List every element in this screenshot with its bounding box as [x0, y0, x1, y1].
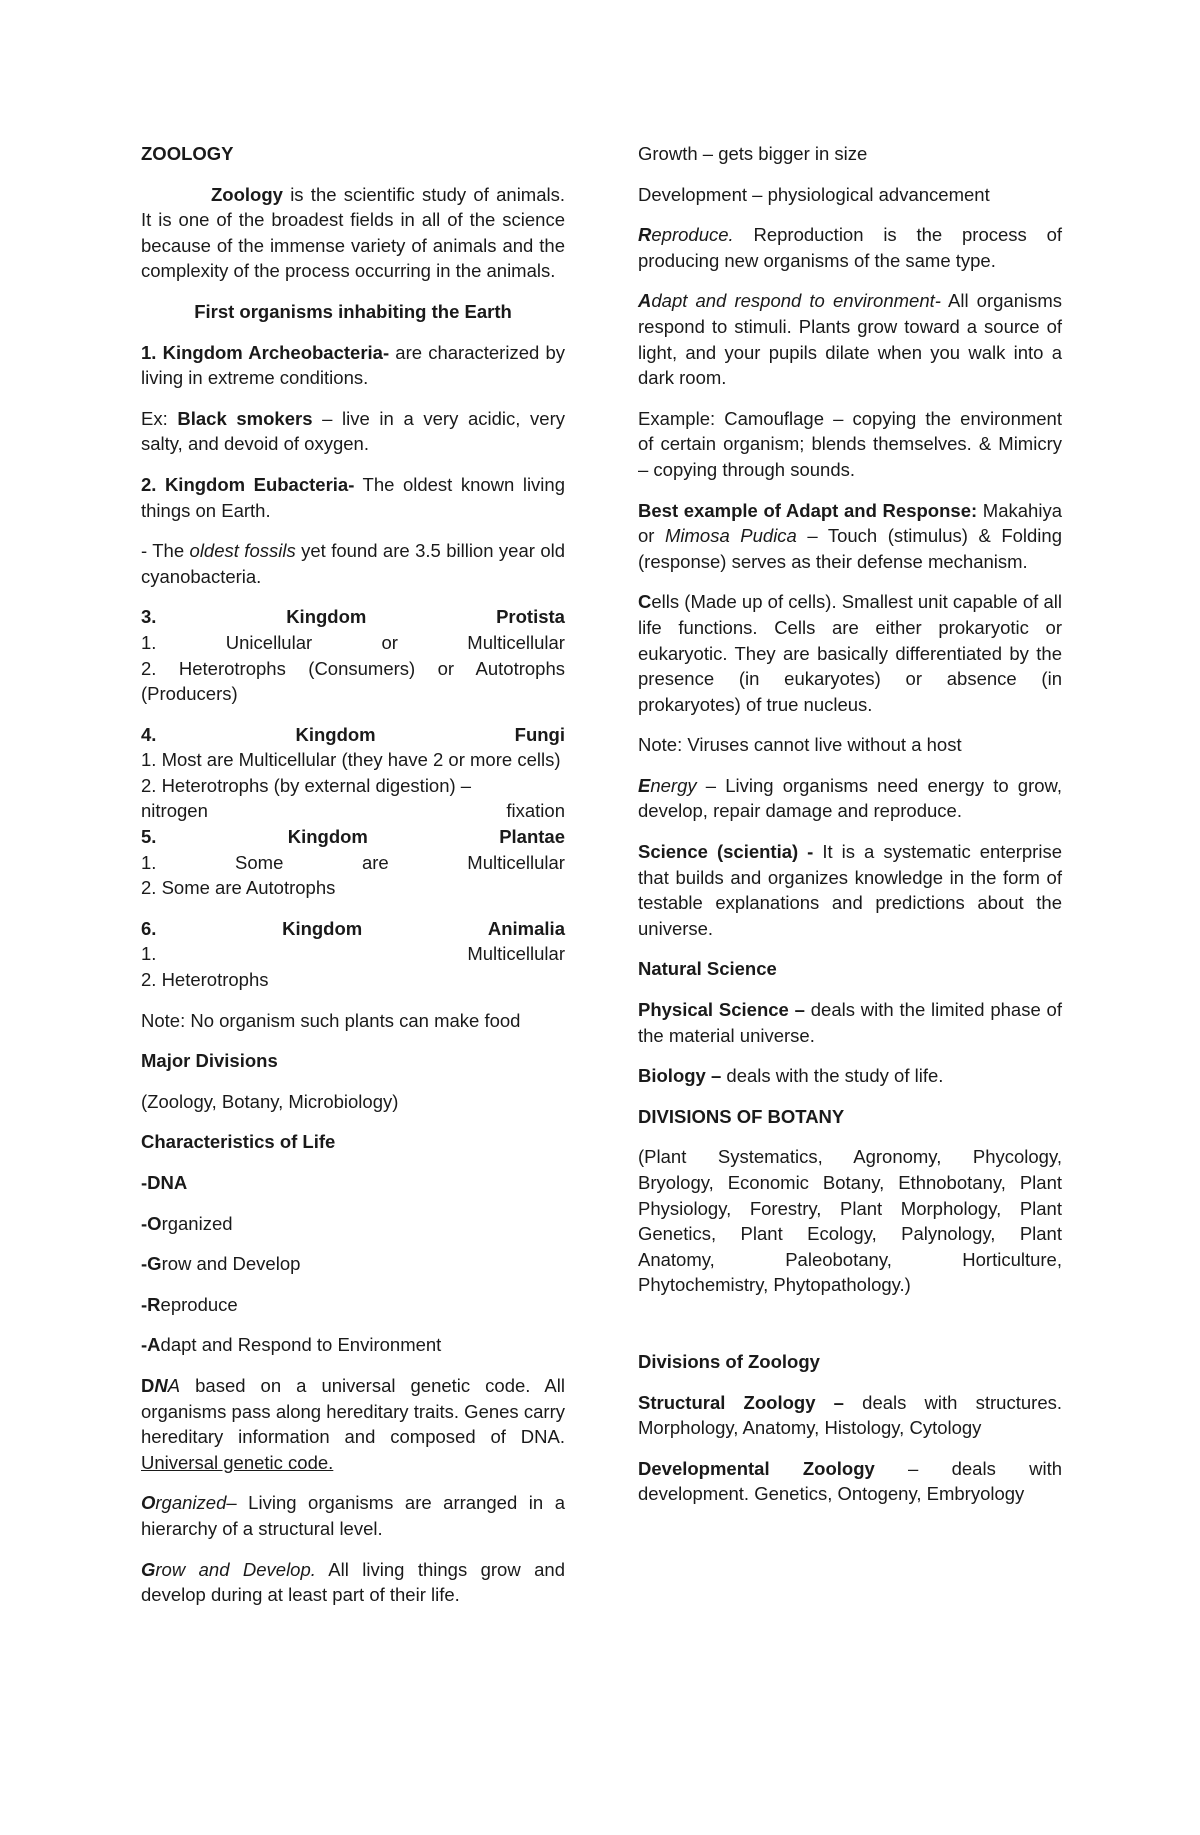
char-organized: -Organized: [141, 1212, 233, 1234]
char-adapt: -Adapt and Respond to Environment: [141, 1334, 442, 1356]
kingdom-eubacteria: 2. Kingdom Eubacteria- The oldest known living things on Earth.: [141, 473, 565, 521]
char-reproduce: -Reproduce: [141, 1293, 238, 1315]
page-title: ZOOLOGY: [141, 143, 234, 164]
natural-science-heading: Natural Science: [638, 958, 777, 980]
structural-zoology-paragraph: Structural Zoology – deals with structures. Morphology, Anatomy, Histology, Cytology: [638, 1391, 1062, 1439]
kingdom-animalia: 6. Kingdom Animalia 1. Multicellular 2. Heterotrophs: [141, 917, 565, 991]
adapt-paragraph: Adapt and respond to environment- All organisms respond to stimuli. Plants grow toward a source of light, and your pupils dilate when you walk into a dark room.: [638, 290, 1063, 389]
physical-science-paragraph: Physical Science – deals with the limited phase of the material universe.: [638, 999, 1062, 1046]
major-divisions-heading: Major Divisions: [141, 1050, 278, 1072]
science-paragraph: Science (scientia) - It is a systematic enterprise that builds and organizes knowledge in the form of testable explanations and predictions about the universe.: [638, 841, 1062, 939]
kingdom-protista: 3. Kingdom Protista 1. Unicellular or Multicellular 2. Heterotrophs (Consumers) or Autotrophs (Producers): [141, 606, 565, 705]
left-column: [141, 141, 565, 1623]
zoology-divisions-heading: Divisions of Zoology: [638, 1350, 820, 1372]
energy-paragraph: Energy – Living organisms need energy to grow, develop, repair damage and reproduce.: [638, 774, 1062, 822]
char-grow: -Grow and Develop: [141, 1253, 301, 1275]
grow-paragraph: Grow and Develop. All living things grow and develop during at least part of their life.: [141, 1558, 565, 1606]
virus-note: Note: Viruses cannot live without a host: [638, 734, 962, 756]
characteristics-heading: Characteristics of Life: [141, 1131, 336, 1153]
growth-line: Growth – gets bigger in size: [638, 143, 868, 164]
char-dna: -DNA: [141, 1172, 188, 1193]
camouflage-example: Example: Camouflage – copying the environment of certain organism; blends themselves. & Mimicry – copying through sounds.: [638, 407, 1062, 480]
kingdom-fungi: 4. Kingdom Fungi 1. Most are Multicellular (they have 2 or more cells) 2. Heterotrophs (by external digestion) – nitrogen fixation: [141, 723, 565, 822]
biology-paragraph: Biology – deals with the study of life.: [638, 1065, 944, 1087]
kingdom-archeobacteria: 1. Kingdom Archeobacteria- are characterized by living in extreme conditions.: [141, 341, 565, 389]
plants-food-note: Note: No organism such plants can make food: [141, 1009, 521, 1031]
botany-divisions-heading: DIVISIONS OF BOTANY: [638, 1105, 845, 1127]
right-column: [638, 141, 1062, 1522]
cells-paragraph: Cells (Made up of cells). Smallest unit capable of all life functions. Cells are either prokaryotic or eukaryotic. They are basically differentiated by the presence (in eukaryotes) or absence (in prokaryotes) of true nucleus.: [638, 591, 1062, 715]
major-divisions-list: (Zoology, Botany, Microbiology): [141, 1090, 399, 1112]
zoology-intro: Zoology is the scientific study of animals. It is one of the broadest fields in all of the science because of the immense variety of animals and the complexity of the process occurring in the animals.: [141, 183, 565, 282]
first-organisms-heading: First organisms inhabiting the Earth: [194, 300, 512, 322]
organized-paragraph: Organized– Living organisms are arranged in a hierarchy of a structural level.: [141, 1492, 565, 1539]
reproduce-paragraph: Reproduce. Reproduction is the process of producing new organisms of the same type.: [638, 224, 1062, 271]
dna-paragraph: DNA based on a universal genetic code. All organisms pass along hereditary traits. Genes carry hereditary information and composed of DNA. Universal genetic code.: [141, 1374, 565, 1473]
best-example-paragraph: Best example of Adapt and Response: Makahiya or Mimosa Pudica – Touch (stimulus) & Folding (response) serves as their defense mechanism.: [638, 499, 1062, 572]
botany-divisions-list: (Plant Systematics, Agronomy, Phycology, Bryology, Economic Botany, Ethnobotany, Plant Physiology, Forestry, Plant Morphology, Plant Genetics, Plant Ecology, Palynology, Plant Anatomy, Paleobotany, Horticulture, Phytochemistry, Phytopathology.): [638, 1146, 1062, 1296]
development-line: Development – physiological advancement: [638, 183, 990, 205]
oldest-fossils-note: - The oldest fossils yet found are 3.5 billion year old cyanobacteria.: [141, 540, 566, 587]
developmental-zoology-paragraph: Developmental Zoology – deals with development. Genetics, Ontogeny, Embryology: [638, 1457, 1062, 1505]
black-smokers-example: Ex: Black smokers – live in a very acidic, very salty, and devoid of oxygen.: [141, 407, 565, 455]
spacer: [638, 1313, 1062, 1349]
kingdom-plantae: 5. Kingdom Plantae 1. Some are Multicellular 2. Some are Autotrophs: [141, 826, 565, 899]
